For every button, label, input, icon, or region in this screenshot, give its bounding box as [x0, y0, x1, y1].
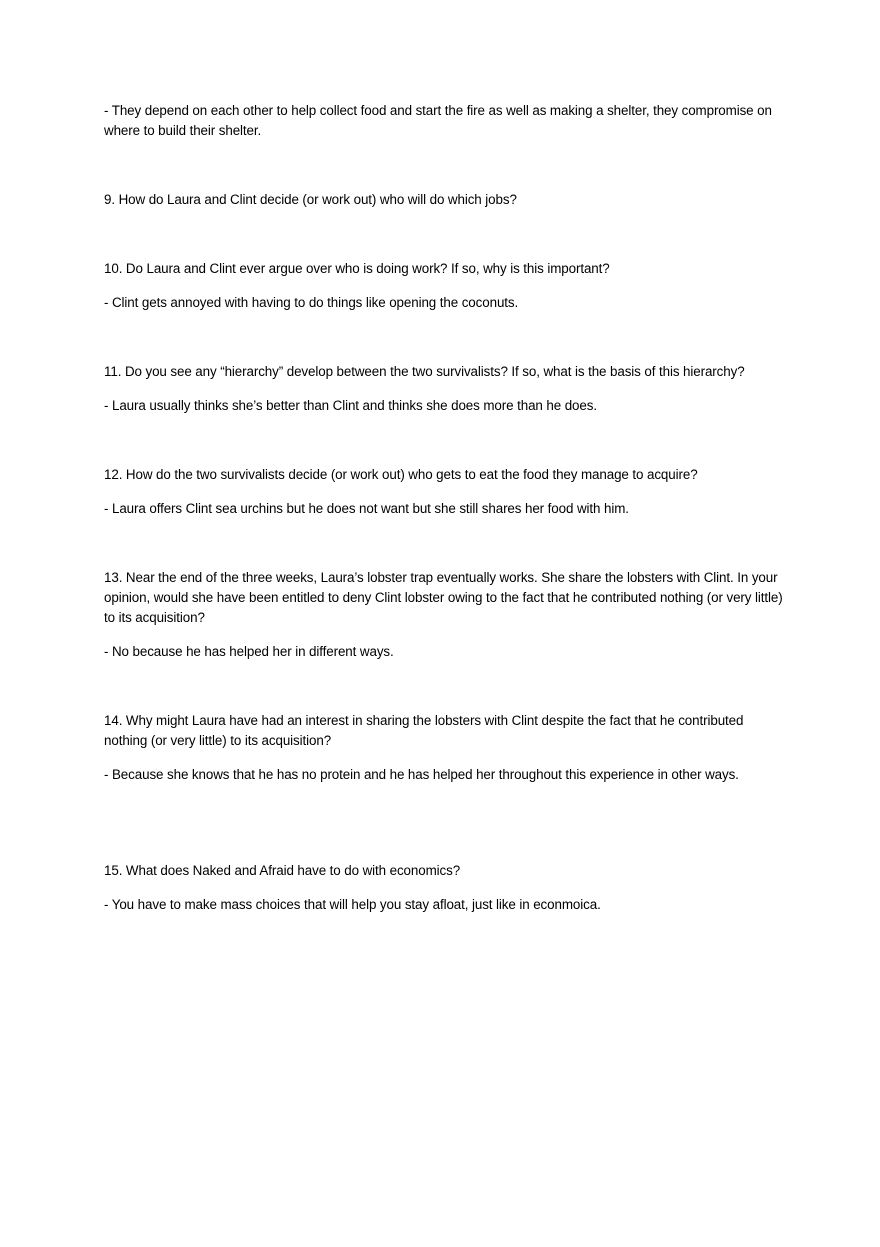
document-body	[104, 101, 784, 915]
answer-12: - Laura offers Clint sea urchins but he does not want but she still shares her food with him.	[104, 501, 629, 516]
question-9: 9. How do Laura and Clint decide (or work out) who will do which jobs?	[104, 192, 517, 207]
answer-15: - You have to make mass choices that will help you stay afloat, just like in econmoica.	[104, 897, 601, 912]
intro-answer: - They depend on each other to help collect food and start the fire as well as making a shelter, they compromise on where to build their shelter.	[104, 103, 772, 138]
question-11: 11. Do you see any “hierarchy” develop between the two survivalists? If so, what is the basis of this hierarchy?	[104, 364, 745, 379]
answer-13: - No because he has helped her in different ways.	[104, 644, 394, 659]
question-12: 12. How do the two survivalists decide (or work out) who gets to eat the food they manage to acquire?	[104, 467, 698, 482]
question-10: 10. Do Laura and Clint ever argue over who is doing work? If so, why is this important?	[104, 261, 610, 276]
question-14: 14. Why might Laura have had an interest in sharing the lobsters with Clint despite the fact that he contributed nothing (or very little) to its acquisition?	[104, 713, 744, 748]
question-15: 15. What does Naked and Afraid have to do with economics?	[104, 863, 461, 878]
answer-10: - Clint gets annoyed with having to do things like opening the coconuts.	[104, 295, 519, 310]
question-13: 13. Near the end of the three weeks, Laura’s lobster trap eventually works. She share the lobsters with Clint. In your opinion, would she have been entitled to deny Clint lobster owing to the fact that he contributed nothing (or very little) to its acquisition?	[104, 570, 783, 625]
answer-11: - Laura usually thinks she’s better than Clint and thinks she does more than he does.	[104, 398, 597, 413]
answer-14: - Because she knows that he has no protein and he has helped her throughout this experience in other ways.	[104, 767, 739, 782]
